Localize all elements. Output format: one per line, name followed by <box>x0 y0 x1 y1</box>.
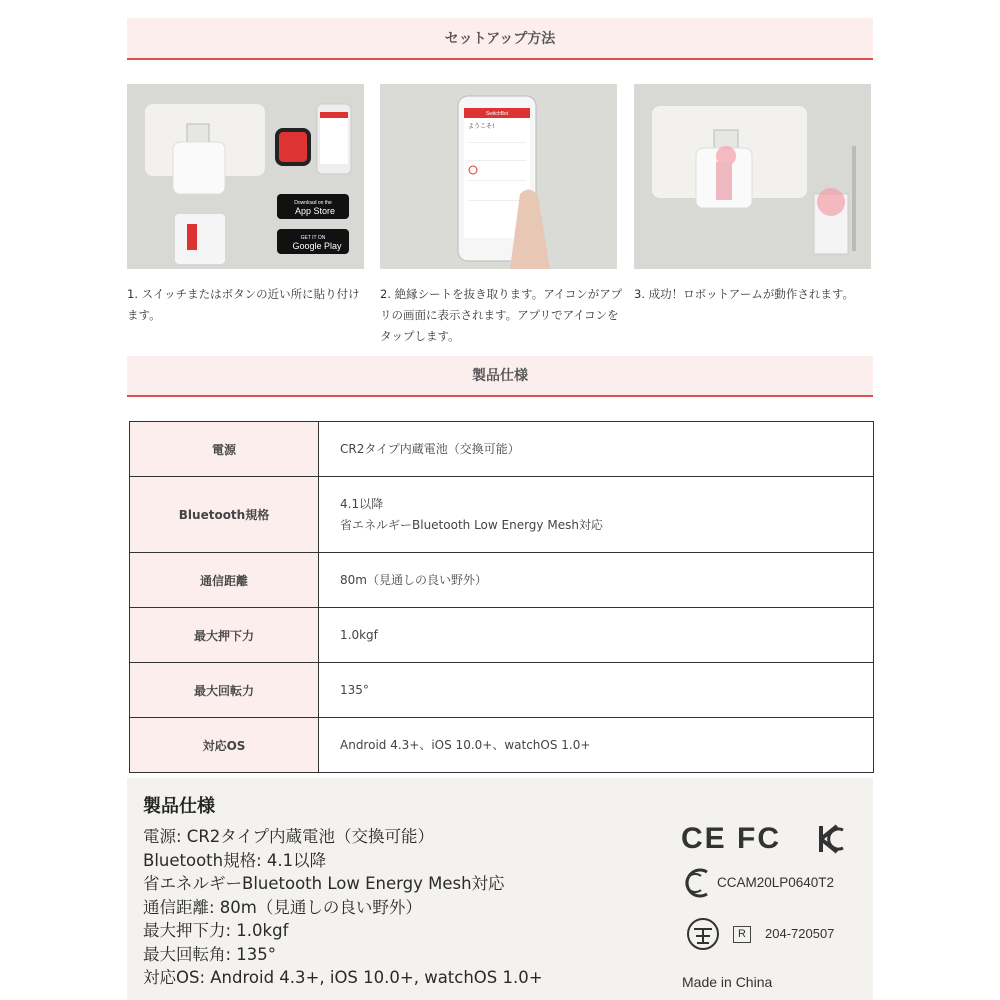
label-line: 電源: CR2タイプ内蔵電池（交換可能） <box>143 827 434 846</box>
spec-value-line: Android 4.3+、iOS 10.0+、watchOS 1.0+ <box>340 737 591 752</box>
appstore-small-text: Download on the <box>294 200 332 206</box>
label-line: Bluetooth規格: 4.1以降 <box>143 850 327 870</box>
spec-key: 電源 <box>130 422 319 477</box>
made-in-text: Made in China <box>682 974 773 990</box>
step-2-caption: 2. 絶縁シートを抜き取ります。アイコンがアプリの画面に表示されます。アプリでアイコンをタップします。 <box>380 287 623 343</box>
table-row <box>130 477 874 553</box>
spec-value <box>319 718 874 773</box>
giteki-mark-icon <box>685 916 721 952</box>
table-row <box>130 718 874 773</box>
label-title: 製品仕様 <box>143 796 215 817</box>
googleplay-big-text: Google Play <box>292 241 342 251</box>
googleplay-small-text: GET IT ON <box>300 235 326 241</box>
spec-key: 通信距離 <box>130 553 319 608</box>
spec-value <box>319 608 874 663</box>
step-1-image <box>127 84 364 269</box>
spec-key: Bluetooth規格 <box>130 477 319 553</box>
spec-key: 最大回転力 <box>130 663 319 718</box>
label-line: 対応OS: Android 4.3+, iOS 10.0+, watchOS 1.0+ <box>143 968 543 987</box>
rcm-mark-icon <box>679 868 713 898</box>
setup-title: セットアップ方法 <box>444 31 556 47</box>
table-row <box>130 553 874 608</box>
step-3-image <box>634 84 871 269</box>
table-row <box>130 663 874 718</box>
spec-table <box>129 421 874 773</box>
spec-value-line: 135° <box>340 682 369 697</box>
appstore-big-text: App Store <box>294 206 336 216</box>
spec-value <box>319 663 874 718</box>
setup-section-header <box>127 18 873 60</box>
phone-app-name: SwitchBot <box>485 111 509 117</box>
spec-value <box>319 553 874 608</box>
step-1-caption: 1. スイッチまたはボタンの近い所に貼り付けます。 <box>127 287 360 322</box>
step-2-photo <box>380 84 617 269</box>
step-2-image <box>380 84 617 269</box>
table-row <box>130 422 874 477</box>
spec-section-header <box>127 356 873 397</box>
table-row <box>130 608 874 663</box>
label-spec-lines <box>143 825 543 990</box>
spec-value <box>319 422 874 477</box>
label-line: 最大押下力: 1.0kgf <box>143 921 289 940</box>
cert-r-id: 204-720507 <box>765 926 835 941</box>
spec-value-line: 1.0kgf <box>340 627 378 642</box>
spec-value <box>319 477 874 553</box>
spec-value-line-2: 省エネルギーBluetooth Low Energy Mesh対応 <box>340 517 603 532</box>
cert-r-box: R <box>733 926 751 943</box>
spec-title: 製品仕様 <box>472 368 528 384</box>
spec-key: 最大押下力 <box>130 608 319 663</box>
spec-value-line: 80m（見通しの良い野外） <box>340 572 487 587</box>
step-1-photo <box>127 84 364 269</box>
phone-welcome: ようこそ! <box>468 123 495 130</box>
step-3-caption: 3. 成功！ロボットアームが動作されます。 <box>634 287 855 301</box>
label-line: 最大回転角: 135° <box>143 944 277 964</box>
step-3-photo <box>634 84 871 269</box>
ce-fcc-marks-icon: CE FC <box>681 822 781 855</box>
spec-value-line: 4.1以降 <box>340 496 384 511</box>
spec-key: 対応OS <box>130 718 319 773</box>
label-line: 省エネルギーBluetooth Low Energy Mesh対応 <box>143 874 505 893</box>
spec-value-line: CR2タイプ内蔵電池（交換可能） <box>340 441 520 456</box>
label-line: 通信距離: 80m（見通しの良い野外） <box>143 897 422 917</box>
product-label-photo <box>127 778 873 1000</box>
kc-mark-icon <box>817 822 847 856</box>
cert-id: CCAM20LP0640T2 <box>717 875 835 890</box>
